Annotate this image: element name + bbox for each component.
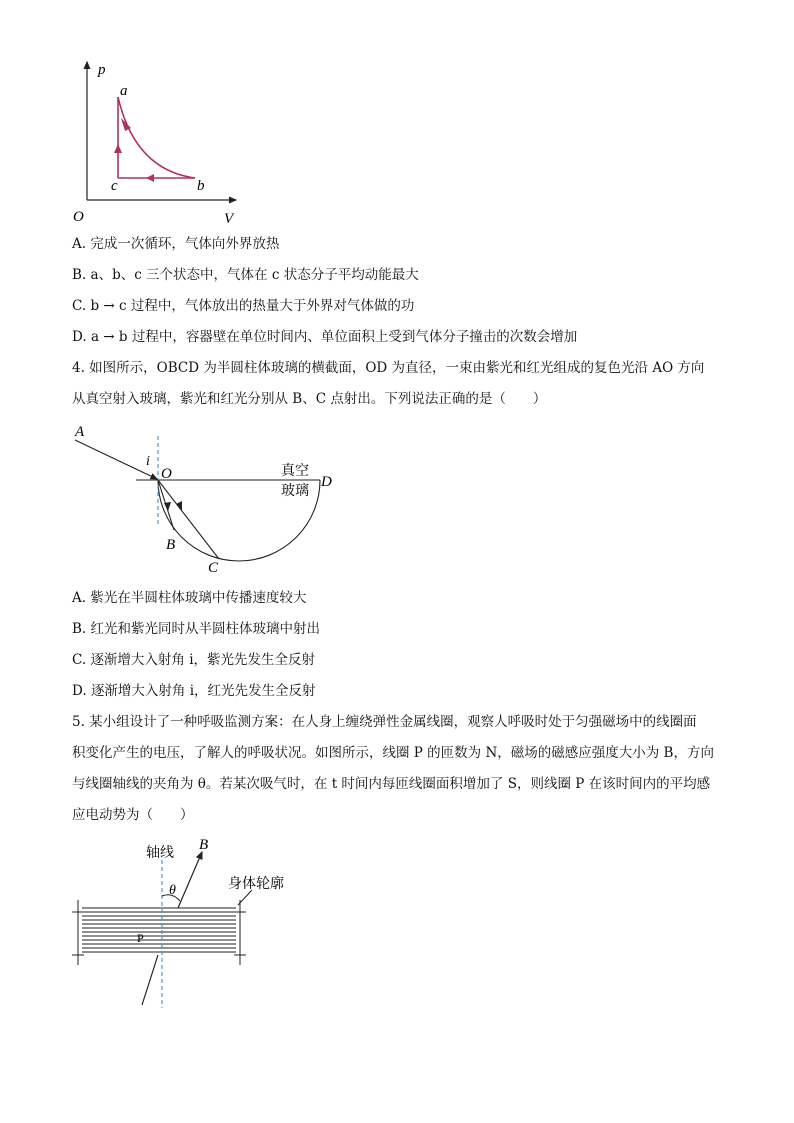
q5-stem-line4: 应电动势为（ ）: [72, 807, 194, 823]
b-label: b: [197, 178, 205, 194]
q4-stem-line1: 4. 如图所示，OBCD 为半圆柱体玻璃的横截面，OD 为直径，一束由紫光和红光组成的复色光沿 AO 方向: [72, 360, 705, 376]
label-b: B: [166, 537, 176, 553]
option-letter: D.: [72, 683, 87, 699]
option-letter: C.: [72, 652, 87, 668]
option-letter: A.: [72, 590, 87, 606]
b-field-upper: [178, 852, 202, 908]
v-label: V: [224, 211, 234, 227]
option-letter: D.: [72, 329, 87, 345]
label-b-field: B: [199, 837, 209, 853]
o-label: O: [73, 209, 84, 225]
q5-stem-line1: 5. 某小组设计了一种呼吸监测方案：在人身上缠绕弹性金属线圈，观察人呼吸时处于匀强磁场中的线圈面: [72, 714, 697, 730]
label-i: i: [146, 454, 150, 469]
label-c: C: [208, 560, 219, 576]
label-p: P: [137, 931, 144, 945]
option-text: 逐渐增大入射角 i，红光先发生全反射: [90, 683, 316, 699]
b-field-lower: [142, 955, 158, 1005]
option-letter: A.: [72, 236, 87, 252]
option-text: b → c 过程中，气体放出的热量大于外界对气体做的功: [90, 298, 415, 314]
option-letter: B.: [72, 267, 87, 283]
option-text: a → b 过程中，容器壁在单位时间内、单位面积上受到气体分子撞击的次数会增加: [90, 329, 578, 345]
coil-turns: [82, 908, 236, 952]
option-letter: B.: [72, 621, 87, 637]
q5-stem-line2: 积变化产生的电压，了解人的呼吸状况。如图所示，线圈 P 的匝数为 N，磁场的磁感应强度大小为 B，方向: [72, 745, 714, 761]
p-label: p: [98, 62, 106, 78]
label-vacuum: 真空: [281, 463, 309, 479]
label-theta: θ: [169, 883, 176, 898]
option-text: a、b、c 三个状态中，气体在 c 状态分子平均动能最大: [90, 267, 419, 283]
label-glass: 玻璃: [281, 483, 309, 499]
label-d: D: [321, 474, 332, 490]
label-a: A: [75, 424, 85, 440]
q4-stem-line2: 从真空射入玻璃，紫光和红光分别从 B、C 点射出。下列说法正确的是（ ）: [72, 391, 547, 407]
option-text: 逐渐增大入射角 i，紫光先发生全反射: [90, 652, 316, 668]
label-o: O: [161, 466, 172, 482]
option-letter: C.: [72, 298, 87, 314]
label-axis: 轴线: [146, 845, 174, 861]
q5-stem-line3: 与线圈轴线的夹角为 θ。若某次吸气时，在 t 时间内每匝线圈面积增加了 S，则线圈 P 在该时间内的平均感: [72, 776, 711, 792]
a-label: a: [120, 83, 128, 99]
option-text: 紫光在半圆柱体玻璃中传播速度较大: [90, 590, 307, 606]
label-body: 身体轮廓: [228, 876, 284, 892]
body-leader: [238, 890, 252, 905]
option-text: 红光和紫光同时从半圆柱体玻璃中射出: [90, 621, 321, 637]
c-label: c: [111, 178, 118, 194]
option-text: 完成一次循环，气体向外界放热: [90, 236, 280, 252]
